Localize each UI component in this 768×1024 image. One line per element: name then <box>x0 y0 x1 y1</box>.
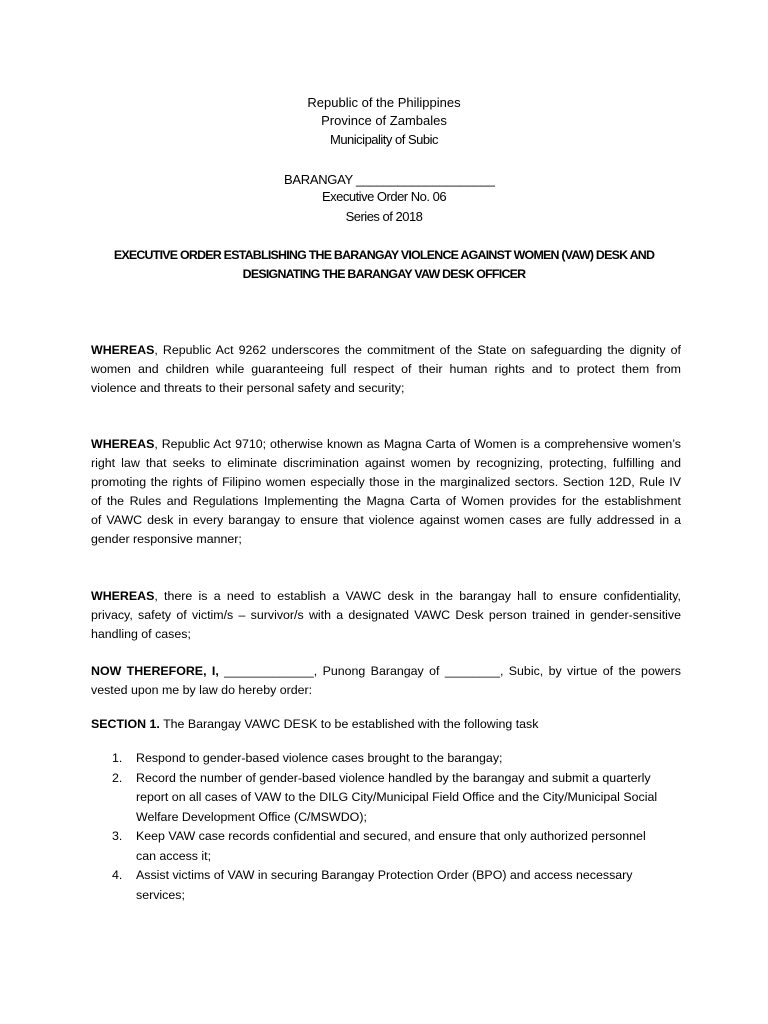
list-line: can access it; <box>136 848 212 863</box>
paragraph-line: right law that seeks to eliminate discrimination against women by recognizing, protecting, fulfilling and <box>91 456 681 470</box>
barangay-line: BARANGAY ____________________ <box>284 172 495 187</box>
whereas-keyword: WHEREAS <box>91 437 155 451</box>
whereas-keyword: WHEREAS <box>91 589 155 603</box>
now-therefore-paragraph <box>91 662 681 700</box>
list-line: Assist victims of VAW in securing Barangay Protection Order (BPO) and access necessary <box>136 868 633 882</box>
list-text <box>136 749 682 769</box>
list-item <box>112 827 682 866</box>
paragraph-line <box>91 587 681 606</box>
paragraph-text: , there is a need to establish a VAWC desk in the barangay hall to ensure confidentiality, <box>154 589 681 603</box>
now-therefore-keyword: NOW THEREFORE, I, <box>91 664 219 678</box>
paragraph-text: , Republic Act 9710; otherwise known as Magna Carta of Women is a comprehensive women’s <box>154 437 681 451</box>
paragraph-line <box>91 715 681 734</box>
order-series: Series of 2018 <box>345 209 423 224</box>
paragraph-line: promoting the rights of Filipino women especially those in the marginalized sectors. Section 12D, Rule IV <box>91 475 681 489</box>
order-title-line-2: DESIGNATING THE BARANGAY VAW DESK OFFICER <box>242 267 526 281</box>
list-number: 4. <box>112 868 123 882</box>
list-text <box>136 769 682 828</box>
list-text <box>136 866 682 905</box>
whereas-paragraph-1 <box>91 341 681 398</box>
whereas-paragraph-2 <box>91 435 681 549</box>
list-item <box>112 866 682 905</box>
paragraph-line: vested upon me by law do hereby order: <box>91 683 313 697</box>
paragraph-text: _____________, Punong Barangay of ________, Subic, by virtue of the powers <box>218 664 681 678</box>
paragraph-line: women and children while guaranteeing full respect of their human rights and to protect them from <box>91 362 681 376</box>
paragraph-line: handling of cases; <box>91 627 191 641</box>
list-number: 2. <box>112 770 123 785</box>
list-line: Keep VAW case records confidential and secured, and ensure that only authorized personnel <box>136 829 646 843</box>
paragraph-line <box>91 341 681 360</box>
paragraph-line: of VAWC desk in every barangay to ensure that violence against women cases are fully addressed in a <box>91 513 681 527</box>
list-line: services; <box>136 887 185 902</box>
paragraph-line: privacy, safety of victim/s – survivor/s with a designated VAWC Desk person trained in gender-sensitive <box>91 608 681 622</box>
whereas-keyword: WHEREAS <box>91 343 155 357</box>
list-line: report on all cases of VAW to the DILG City/Municipal Field Office and the City/Municipal Social <box>136 790 658 804</box>
paragraph-text: , Republic Act 9262 underscores the commitment of the State on safeguarding the dignity of <box>154 343 681 357</box>
order-title-line-1: EXECUTIVE ORDER ESTABLISHING THE BARANGAY VIOLENCE AGAINST WOMEN (VAW) DESK AND <box>113 248 655 262</box>
municipality-heading: Municipality of Subic <box>330 132 438 147</box>
task-list <box>112 749 682 905</box>
whereas-paragraph-3 <box>91 587 681 644</box>
paragraph-line: of the Rules and Regulations Implementing the Magna Carta of Women provides for the establishment <box>91 494 681 508</box>
republic-heading: Republic of the Philippines <box>307 95 461 110</box>
list-number: 3. <box>112 829 123 843</box>
list-number: 1. <box>112 751 123 765</box>
paragraph-line: gender responsive manner; <box>91 532 242 546</box>
list-item <box>112 749 682 769</box>
paragraph-line <box>91 662 681 681</box>
section-keyword: SECTION 1. <box>91 717 160 731</box>
paragraph-line <box>91 435 681 454</box>
section-1-heading <box>91 715 681 734</box>
province-heading: Province of Zambales <box>321 113 447 128</box>
list-item <box>112 769 682 828</box>
list-line: Welfare Development Office (C/MSWDO); <box>136 809 367 824</box>
order-number: Executive Order No. 06 <box>321 189 447 204</box>
list-text <box>136 827 682 866</box>
paragraph-line: violence and threats to their personal safety and security; <box>91 381 405 395</box>
list-line: Respond to gender-based violence cases brought to the barangay; <box>136 751 503 765</box>
section-text: The Barangay VAWC DESK to be established with the following task <box>159 717 539 731</box>
list-line: Record the number of gender-based violence handled by the barangay and submit a quarterly <box>136 770 651 785</box>
